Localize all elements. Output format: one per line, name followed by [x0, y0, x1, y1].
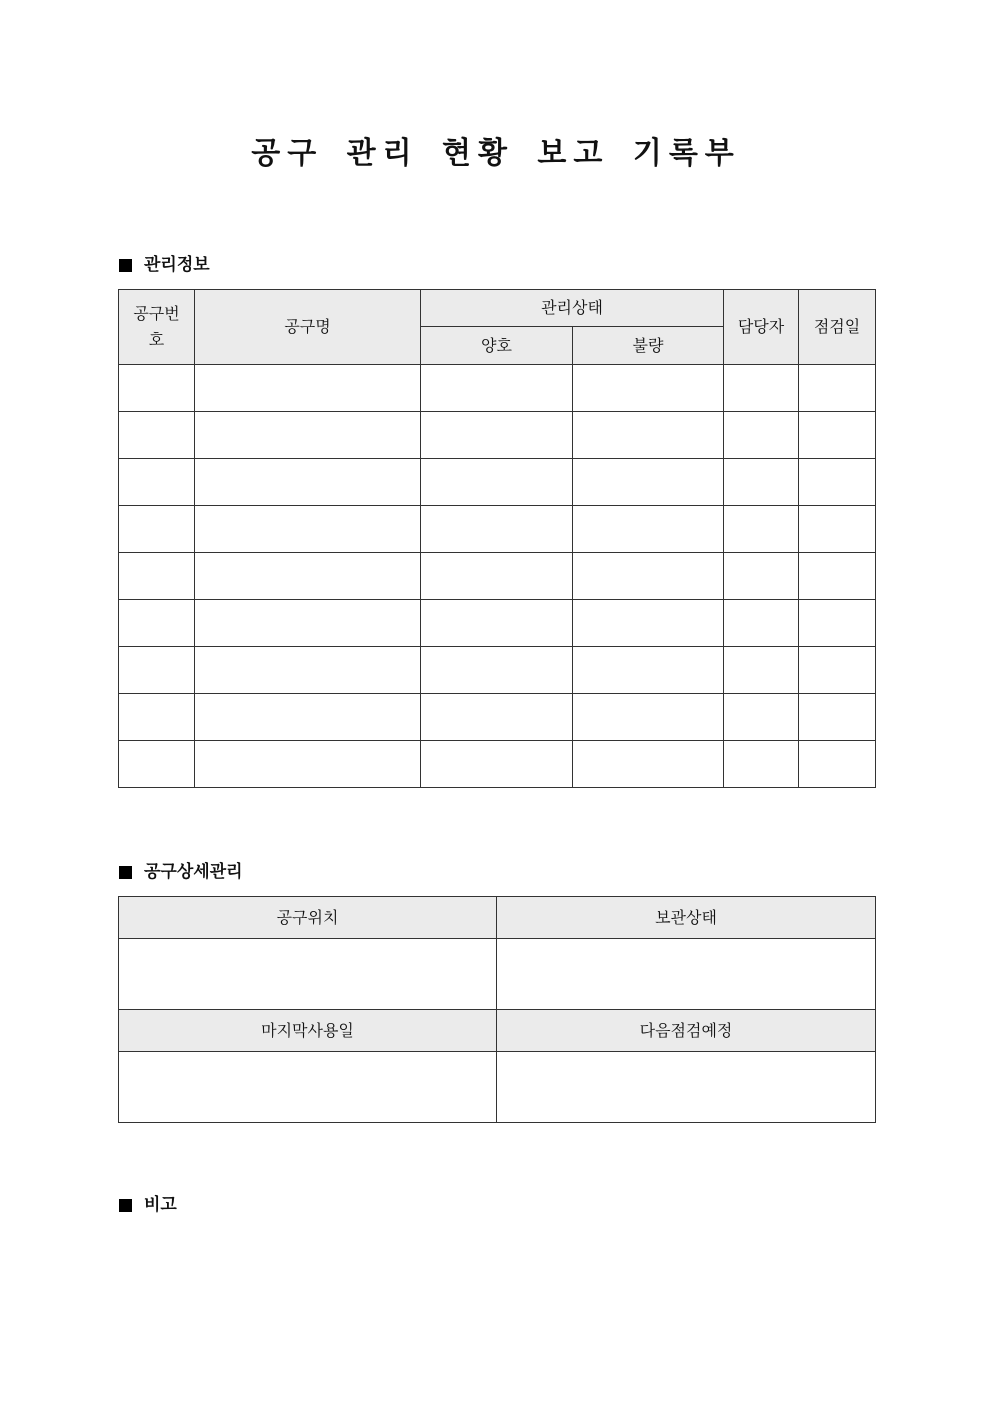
status-bad-cell[interactable]: [573, 506, 724, 553]
table-row: [119, 647, 876, 694]
storage-status-label: 보관상태: [497, 897, 876, 939]
next-inspection-field[interactable]: [497, 1052, 876, 1123]
manager-cell[interactable]: [724, 600, 799, 647]
tool-name-cell[interactable]: [195, 741, 421, 788]
table-row: [119, 553, 876, 600]
manager-cell[interactable]: [724, 647, 799, 694]
status-bad-cell[interactable]: [573, 412, 724, 459]
column-header-tool-number: 공구번호: [119, 290, 195, 365]
status-bad-cell[interactable]: [573, 600, 724, 647]
manager-cell[interactable]: [724, 506, 799, 553]
status-good-cell[interactable]: [421, 600, 573, 647]
status-bad-cell[interactable]: [573, 694, 724, 741]
inspection-date-cell[interactable]: [799, 647, 876, 694]
manager-cell[interactable]: [724, 553, 799, 600]
square-bullet-icon: [119, 259, 132, 272]
inspection-date-cell[interactable]: [799, 412, 876, 459]
last-used-date-label: 마지막사용일: [119, 1010, 497, 1052]
inspection-date-cell[interactable]: [799, 741, 876, 788]
status-good-cell[interactable]: [421, 459, 573, 506]
tool-number-cell[interactable]: [119, 600, 195, 647]
tool-name-cell[interactable]: [195, 600, 421, 647]
square-bullet-icon: [119, 866, 132, 879]
tool-name-cell[interactable]: [195, 459, 421, 506]
column-header-status-good: 양호: [421, 327, 573, 365]
table-row: [119, 741, 876, 788]
next-inspection-label: 다음점검예정: [497, 1010, 876, 1052]
document-title: 공구 관리 현황 보고 기록부: [251, 136, 741, 171]
management-info-table: [118, 289, 876, 788]
column-header-status-group: 관리상태: [421, 290, 724, 327]
tool-detail-heading: [119, 860, 243, 884]
square-bullet-icon: [119, 1199, 132, 1212]
management-info-heading-label: 관리정보: [144, 255, 210, 275]
inspection-date-cell[interactable]: [799, 600, 876, 647]
tool-detail-table: [118, 896, 876, 1123]
status-good-cell[interactable]: [421, 694, 573, 741]
manager-cell[interactable]: [724, 694, 799, 741]
table-row: [119, 600, 876, 647]
status-bad-cell[interactable]: [573, 459, 724, 506]
tool-number-cell[interactable]: [119, 741, 195, 788]
column-header-tool-name: 공구명: [195, 290, 421, 365]
tool-number-cell[interactable]: [119, 506, 195, 553]
status-bad-cell[interactable]: [573, 647, 724, 694]
last-used-date-field[interactable]: [119, 1052, 497, 1123]
tool-number-cell[interactable]: [119, 694, 195, 741]
table-row: [119, 506, 876, 553]
manager-cell[interactable]: [724, 365, 799, 412]
table-row: [119, 412, 876, 459]
tool-name-cell[interactable]: [195, 694, 421, 741]
status-good-cell[interactable]: [421, 412, 573, 459]
tool-name-cell[interactable]: [195, 365, 421, 412]
management-info-heading: [119, 253, 210, 277]
status-good-cell[interactable]: [421, 647, 573, 694]
tool-name-cell[interactable]: [195, 412, 421, 459]
table-row: [119, 365, 876, 412]
tool-number-cell[interactable]: [119, 412, 195, 459]
tool-number-cell[interactable]: [119, 459, 195, 506]
remarks-content[interactable]: [118, 1226, 875, 1346]
manager-cell[interactable]: [724, 459, 799, 506]
tool-number-cell[interactable]: [119, 365, 195, 412]
column-header-status-bad: 불량: [573, 327, 724, 365]
manager-cell[interactable]: [724, 412, 799, 459]
remarks-heading: [119, 1193, 177, 1217]
tool-location-field[interactable]: [119, 939, 497, 1010]
storage-status-field[interactable]: [497, 939, 876, 1010]
status-good-cell[interactable]: [421, 365, 573, 412]
column-header-manager: 담당자: [724, 290, 799, 365]
tool-name-cell[interactable]: [195, 506, 421, 553]
inspection-date-cell[interactable]: [799, 459, 876, 506]
inspection-date-cell[interactable]: [799, 553, 876, 600]
tool-location-label: 공구위치: [119, 897, 497, 939]
tool-name-cell[interactable]: [195, 553, 421, 600]
table-row: [119, 694, 876, 741]
manager-cell[interactable]: [724, 741, 799, 788]
tool-number-cell[interactable]: [119, 647, 195, 694]
status-good-cell[interactable]: [421, 506, 573, 553]
tool-name-cell[interactable]: [195, 647, 421, 694]
inspection-date-cell[interactable]: [799, 365, 876, 412]
status-bad-cell[interactable]: [573, 741, 724, 788]
inspection-date-cell[interactable]: [799, 694, 876, 741]
status-bad-cell[interactable]: [573, 553, 724, 600]
tool-number-cell[interactable]: [119, 553, 195, 600]
remarks-heading-label: 비고: [144, 1195, 177, 1215]
status-good-cell[interactable]: [421, 741, 573, 788]
tool-detail-heading-label: 공구상세관리: [144, 862, 243, 882]
table-row: [119, 459, 876, 506]
column-header-inspection-date: 점검일: [799, 290, 876, 365]
status-bad-cell[interactable]: [573, 365, 724, 412]
status-good-cell[interactable]: [421, 553, 573, 600]
inspection-date-cell[interactable]: [799, 506, 876, 553]
